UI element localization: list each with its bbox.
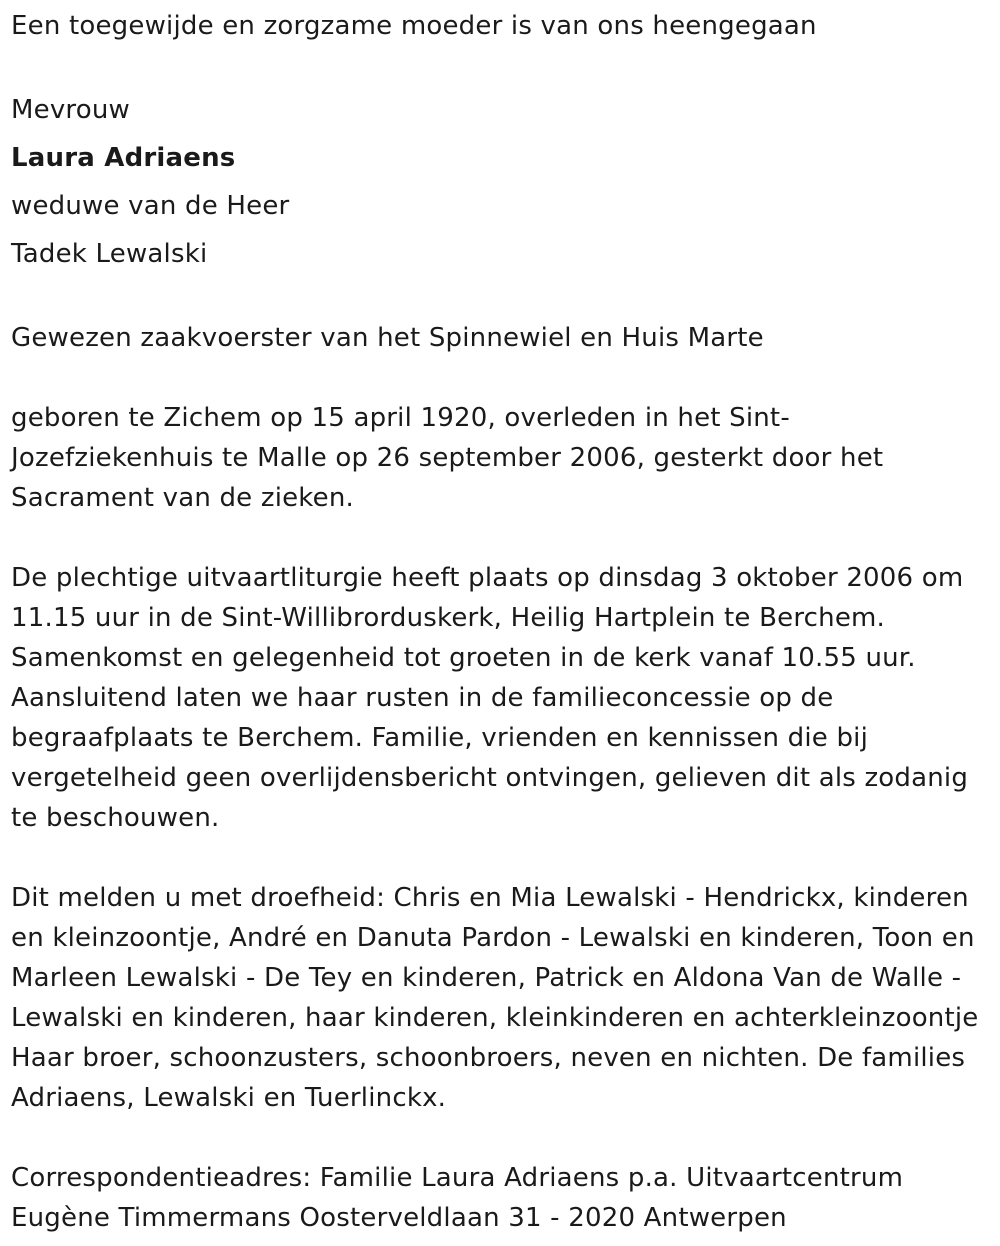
spouse-name: Tadek Lewalski bbox=[11, 239, 208, 269]
mourners-text: Dit melden u met droefheid: Chris en Mia Lewalski - Hendrickx, kinderen en kleinzoontje, André en Danuta Pardon - Lewalski en kinderen, Toon en Marleen Lewalski - De Tey en kinderen, Patrick en Aldona Van de Walle - Lewalski en kinderen, haar kinderen, kleinkinderen en achterkleinzoontje Haar broer, schoonzusters, schoonbroers, neven en nichten. De families Adriaens, Lewalski en Tuerlinckx. bbox=[11, 883, 979, 1113]
correspondence-address: Correspondentieadres: Familie Laura Adriaens p.a. Uitvaartcentrum Eugène Timmermans Oosterveldlaan 31 - 2020 Antwerpen bbox=[11, 1163, 904, 1233]
occupation-text: Gewezen zaakvoerster van het Spinnewiel en Huis Marte bbox=[11, 323, 764, 353]
birth-death-text: geboren te Zichem op 15 april 1920, overleden in het Sint-Jozefziekenhuis te Malle op 26 september 2006, gesterkt door het Sacrament van de zieken. bbox=[11, 403, 884, 513]
deceased-name: Laura Adriaens bbox=[11, 143, 236, 173]
salutation: Mevrouw bbox=[11, 95, 130, 125]
intro-text: Een toegewijde en zorgzame moeder is van ons heengegaan bbox=[11, 11, 817, 41]
funeral-details-text: De plechtige uitvaartliturgie heeft plaats op dinsdag 3 oktober 2006 om 11.15 uur in de Sint-Willibrorduskerk, Heilig Hartplein te Berchem. Samenkomst en gelegenheid tot groeten in de kerk vanaf 10.55 uur. Aansluitend laten we haar rusten in de familieconcessie op de begraafplaats te Berchem. Familie, vrienden en kennissen die bij vergetelheid geen overlijdensbericht ontvingen, gelieven dit als zodanig te beschouwen. bbox=[11, 563, 969, 833]
widow-of-label: weduwe van de Heer bbox=[11, 191, 290, 221]
